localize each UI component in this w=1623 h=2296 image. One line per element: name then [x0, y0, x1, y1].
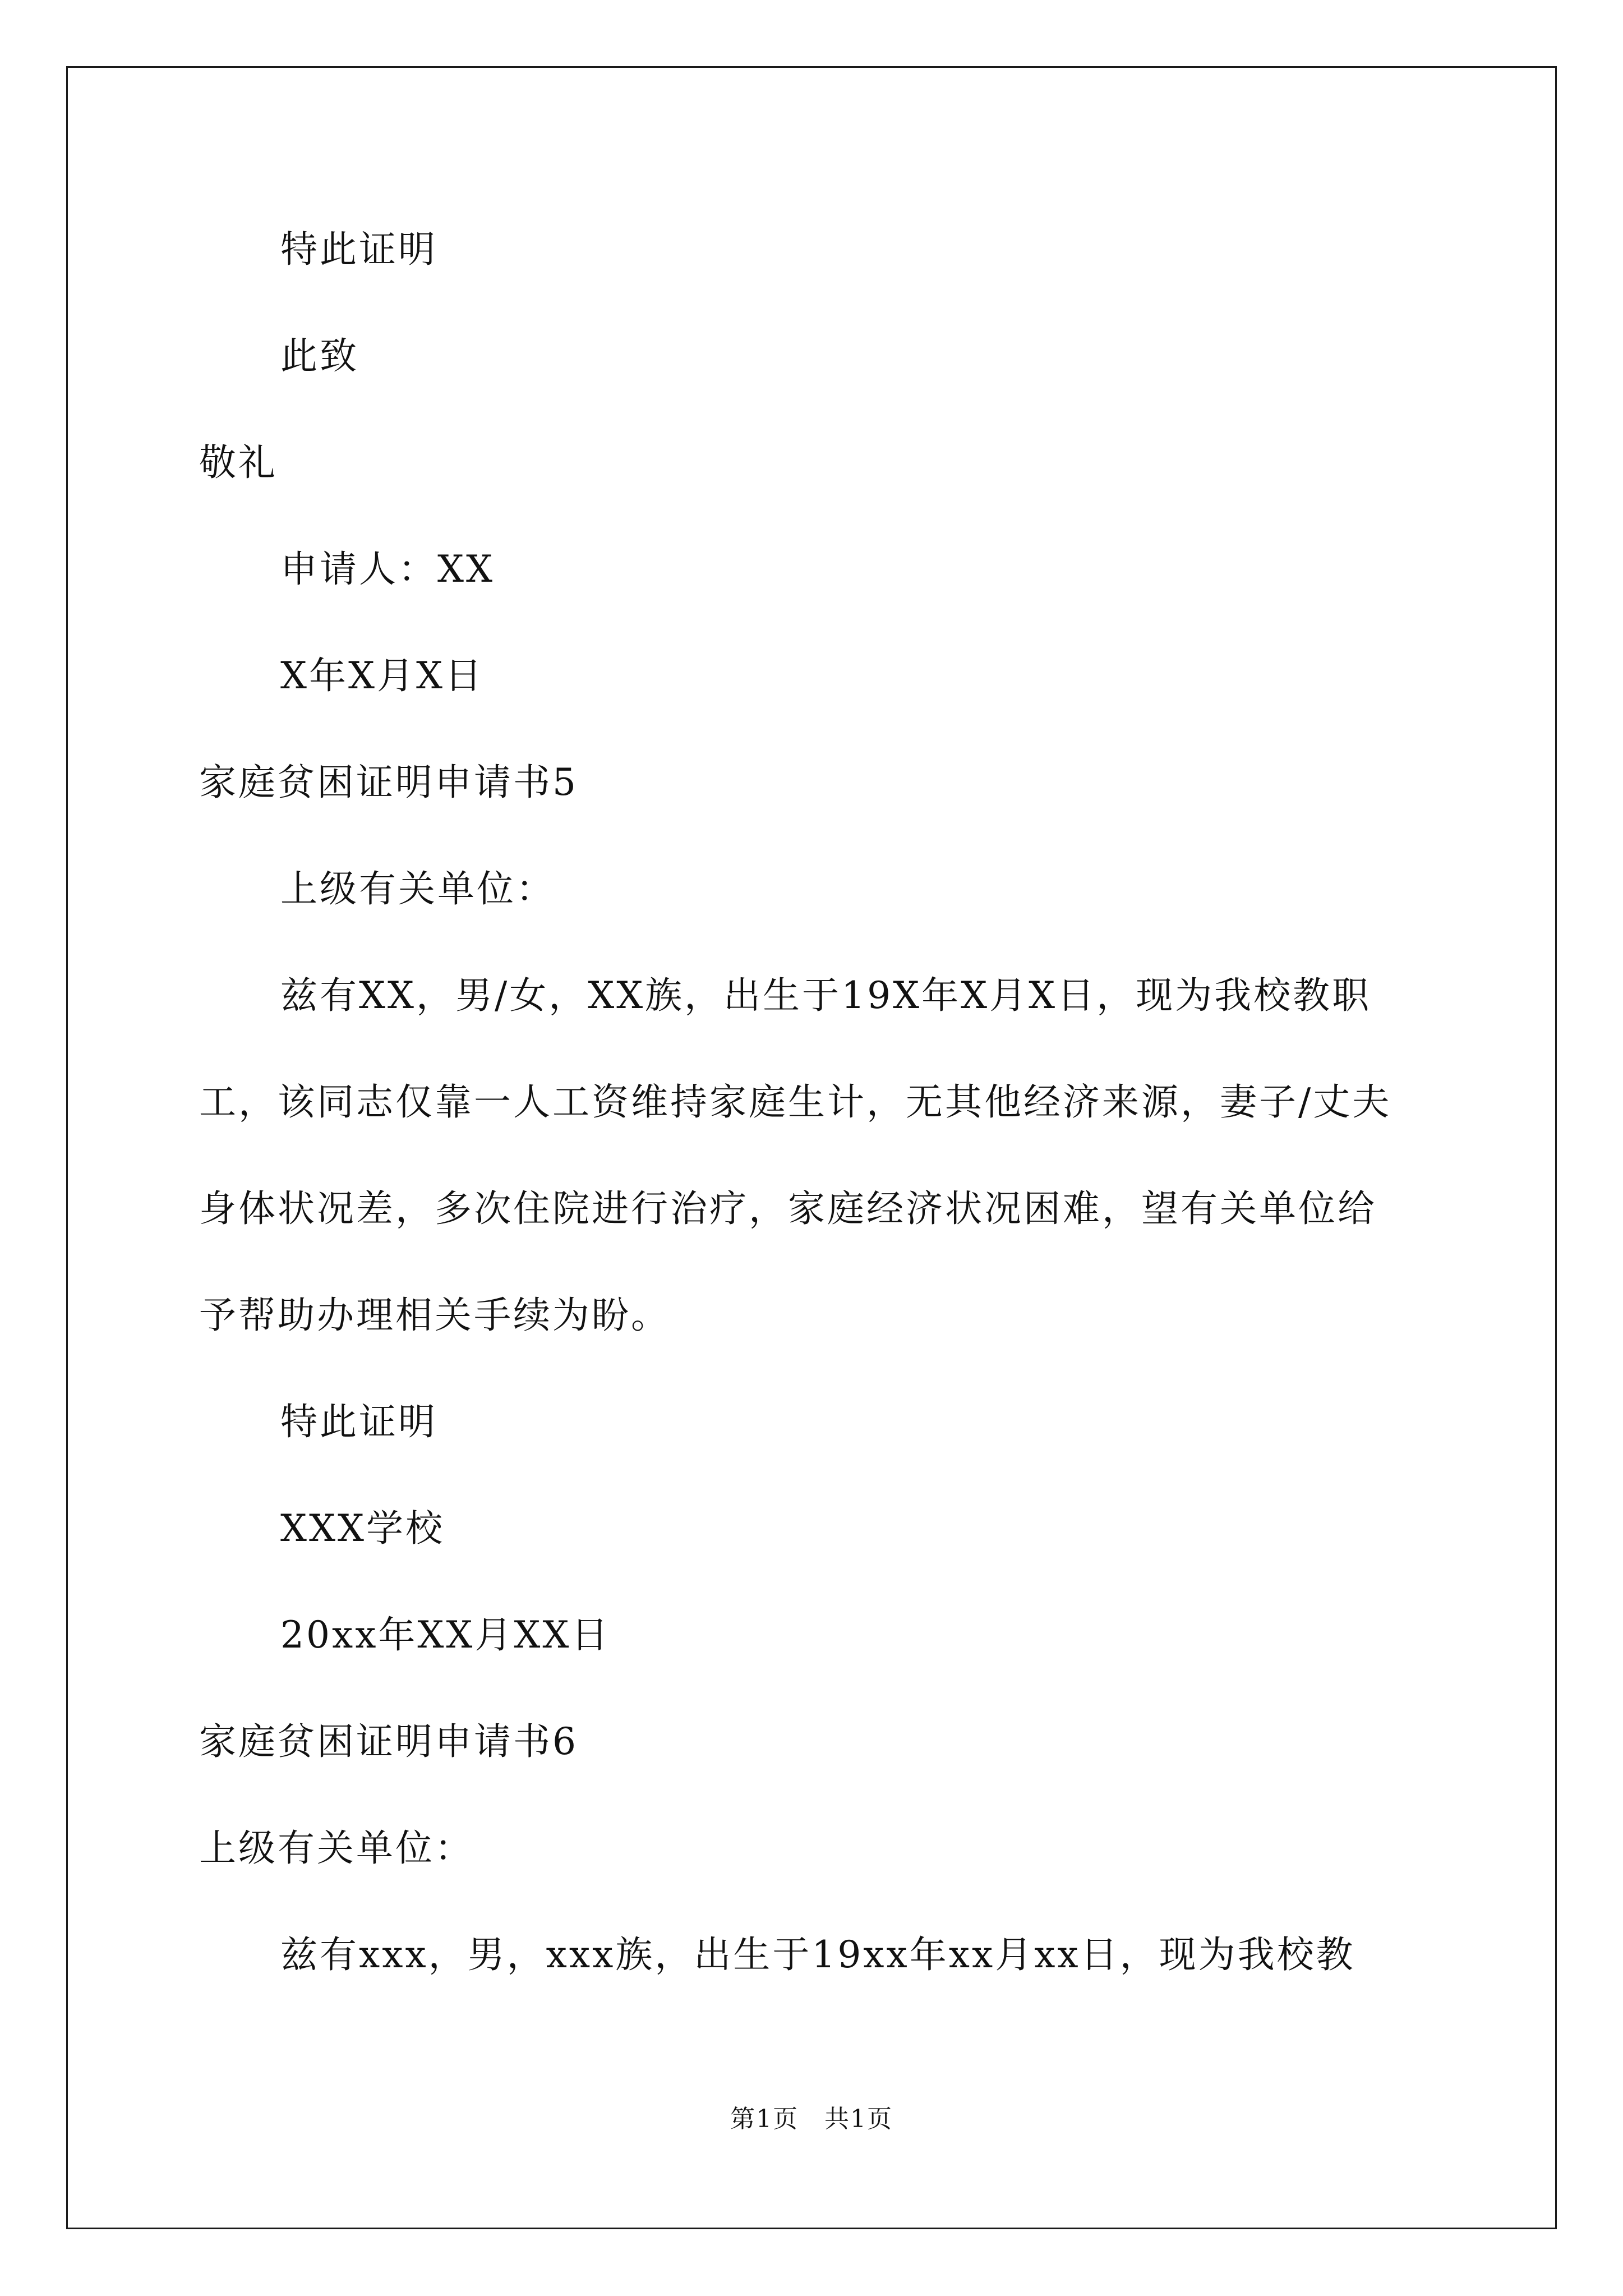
applicant-date: X年X月X日	[280, 654, 484, 697]
body-paragraph-line: 兹有XX，男/女，XX族，出生于19X年X月X日，现为我校教职	[280, 974, 1372, 1017]
body-paragraph-line: 予帮助办理相关手续为盼。	[199, 1294, 670, 1337]
body-paragraph-line: 工，该同志仅靠一人工资维持家庭生计，无其他经济来源，妻子/丈夫	[199, 1080, 1392, 1124]
body-paragraph-line: 兹有xxx，男，xxx族，出生于19xx年xx月xx日，现为我校教	[280, 1933, 1355, 1976]
closing-certify-5: 特此证明	[280, 1400, 437, 1443]
section-title-6: 家庭贫困证明申请书6	[199, 1720, 578, 1763]
applicant-name: 申请人：XX	[280, 547, 495, 591]
page-border	[66, 66, 1557, 2229]
section-title-5: 家庭贫困证明申请书5	[199, 761, 578, 804]
issuer-school: XXX学校	[280, 1507, 445, 1550]
page-number: 第1页 共1页	[730, 2105, 893, 2133]
salutation-cizhi: 此致	[280, 334, 359, 378]
issue-date: 20xx年XX月XX日	[280, 1613, 611, 1657]
addressee-6: 上级有关单位：	[199, 1826, 474, 1870]
salutation-jingli: 敬礼	[199, 441, 278, 484]
addressee-5: 上级有关单位：	[280, 867, 555, 910]
body-paragraph-line: 身体状况差，多次住院进行治疗，家庭经济状况困难，望有关单位给	[199, 1187, 1377, 1230]
closing-certify: 特此证明	[280, 228, 437, 271]
